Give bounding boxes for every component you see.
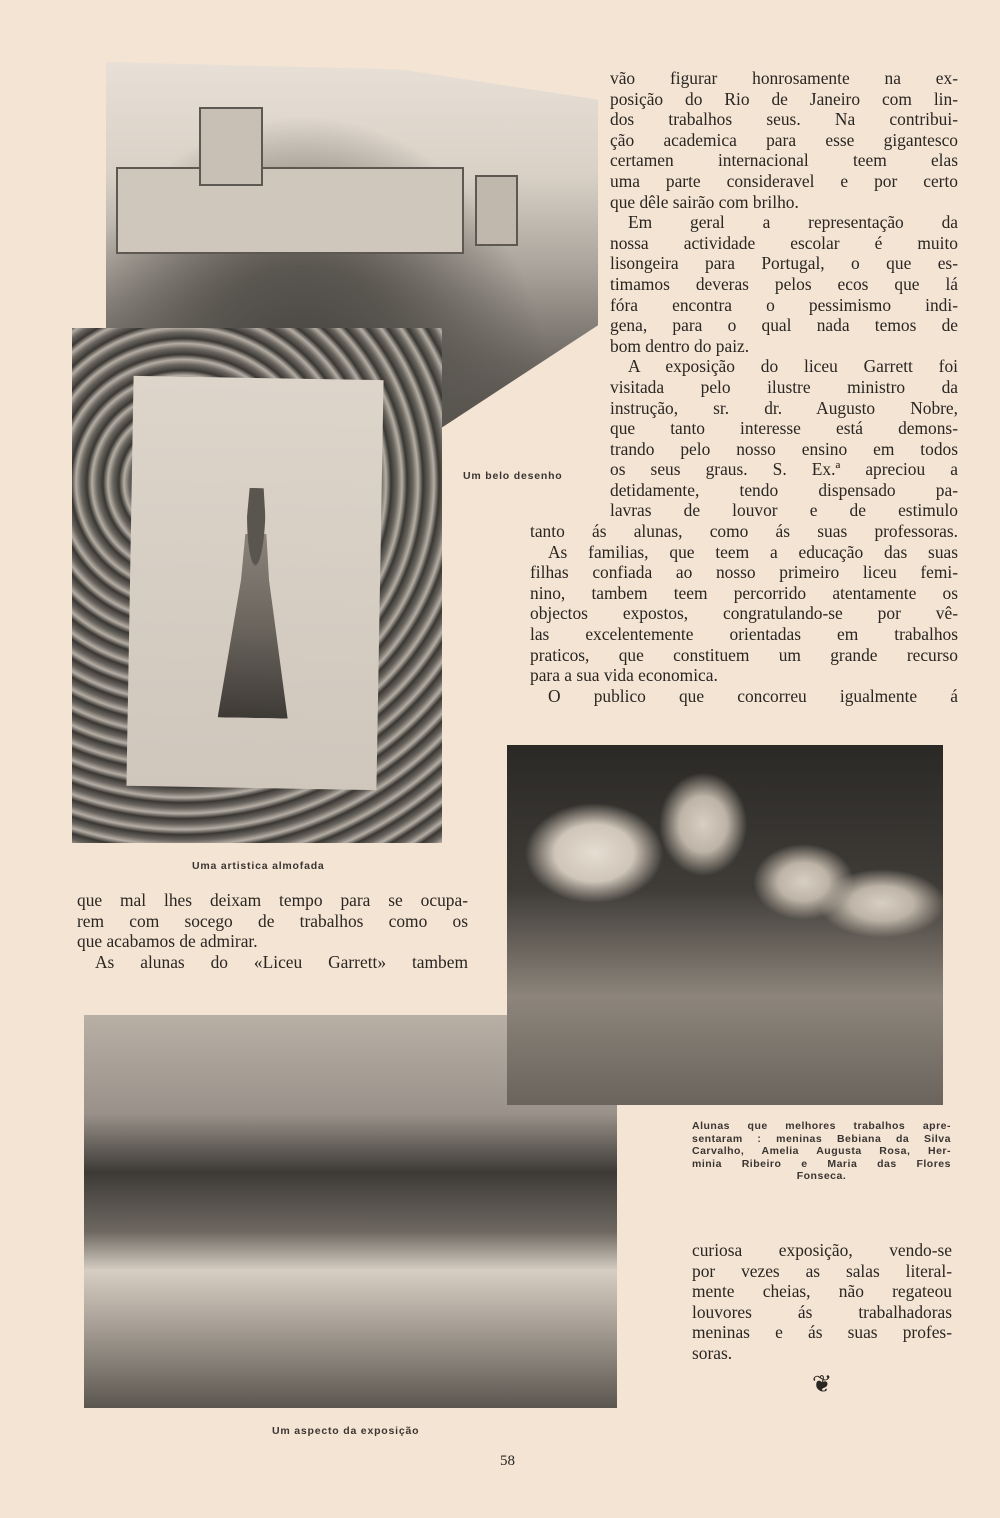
text-line: instrução, sr. dr. Augusto Nobre, [610, 397, 958, 418]
text-line: vão figurar honrosamente na ex- [610, 68, 958, 88]
text-line: que mal lhes deixam tempo para se ocupa- [77, 890, 468, 910]
text-line: mente cheias, não regateou [692, 1281, 952, 1302]
right-column-top-text [610, 68, 958, 521]
text-line: bom dentro do paiz. [610, 335, 750, 356]
castle-wall [116, 167, 464, 254]
text-line: louvores ás trabalhadoras [692, 1301, 952, 1322]
text-line: rem com socego de trabalhos como os [77, 910, 468, 931]
text-line: posição do Rio de Janeiro com lin- [610, 88, 958, 109]
caption-line: Alunas que melhores trabalhos apre- [692, 1120, 951, 1132]
right-column-wide-text [530, 521, 958, 706]
caption-drawing: Um belo desenho [463, 470, 563, 482]
caption-cushion: Uma artistica almofada [192, 860, 325, 872]
bottom-right-text [692, 1240, 952, 1364]
caption-line: minia Ribeiro e Maria das Flores [692, 1157, 951, 1170]
text-line: O publico que concorreu igualmente á [548, 685, 958, 706]
text-line: uma parte consideravel e por certo [610, 170, 958, 191]
text-line: A exposição do liceu Garrett foi [628, 356, 958, 377]
caption-line: sentaram : meninas Bebiana da Silva [692, 1132, 951, 1145]
text-line: dos trabalhos seus. Na contribui- [610, 109, 958, 130]
text-line: os seus graus. S. Ex.ª apreciou a [610, 459, 958, 480]
caption-exhibition: Um aspecto da exposição [272, 1425, 420, 1437]
text-line: que acabamos de admirar. [77, 931, 258, 952]
text-line: fóra encontra o pessimismo indi- [610, 294, 958, 315]
embroidered-figure [218, 487, 292, 718]
text-line: meninas e ás suas profes- [692, 1322, 952, 1343]
text-line: por vezes as salas literal- [692, 1260, 952, 1281]
caption-line: Carvalho, Amelia Augusta Rosa, Her- [692, 1145, 951, 1157]
castle-tower-small [475, 175, 518, 247]
text-line: filhas confiada ao nosso primeiro liceu femi- [530, 562, 958, 583]
text-line: visitada pelo ilustre ministro da [610, 376, 958, 397]
text-line: lisongeira para Portugal, o que es- [610, 253, 958, 274]
text-line: que dêle sairão com brilho. [610, 191, 799, 212]
text-line: soras. [692, 1342, 733, 1363]
text-line: lavras de louvor e de estimulo [610, 500, 958, 521]
text-line: timamos deveras pelos ecos que lá [610, 273, 958, 294]
left-column-text [77, 890, 468, 972]
text-line: nossa actividade escolar é muito [610, 232, 958, 253]
text-line: gena, para o qual nada temos de [610, 315, 958, 336]
text-line: detidamente, tendo dispensado pa- [610, 479, 958, 500]
cushion-panel [126, 376, 383, 790]
text-line: As familias, que teem a educação das suas [548, 541, 958, 562]
text-line: curiosa exposição, vendo-se [692, 1240, 952, 1260]
text-line: ção academica para esse gigantesco [610, 129, 958, 150]
text-line: para a sua vida economica. [530, 665, 718, 686]
text-line: las excelentemente orientadas em trabalhos [530, 623, 958, 644]
caption-students [692, 1120, 951, 1183]
text-line: nino, tambem teem percorrido atentamente os [530, 582, 958, 603]
page-number: 58 [500, 1453, 515, 1469]
text-line: objectos expostos, congratulando-se por vê- [530, 603, 958, 624]
text-line: tanto ás alunas, como ás suas professoras. [530, 521, 958, 541]
text-line: praticos, que constituem um grande recurso [530, 644, 958, 665]
text-line: Em geral a representação da [628, 212, 958, 233]
text-line: trando pelo nosso ensino em todos [610, 438, 958, 459]
castle-tower [199, 107, 262, 186]
caption-line: Fonseca. [796, 1170, 847, 1182]
text-line: As alunas do «Liceu Garrett» tambem [95, 951, 468, 972]
embroidered-cushion-image [72, 328, 442, 843]
text-line: certamen internacional teem elas [610, 150, 958, 171]
students-portrait-photo [507, 745, 943, 1105]
leaf-ornament-icon: ❦ [812, 1372, 833, 1398]
text-line: que tanto interesse está demons- [610, 418, 958, 439]
